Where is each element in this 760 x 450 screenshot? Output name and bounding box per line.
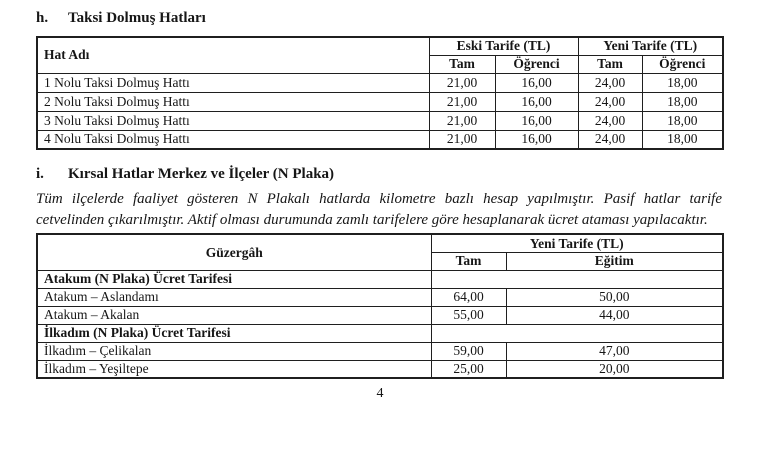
section-i-title: Kırsal Hatlar Merkez ve İlçeler (N Plaka) [68,166,335,182]
section-h-title: Taksi Dolmuş Hatları [68,10,206,26]
fare-value: 24,00 [578,73,642,92]
row-label: İlkadım – Yeşiltepe [37,360,431,378]
fare-value: 16,00 [495,111,578,130]
fare-value: 64,00 [431,288,506,306]
kirsal-hatlar-intro-paragraph: Tüm ilçelerde faaliyet gösteren N Plakalı hatlarda kilometre bazlı hesap yapılmıştır. Pasif hatlar tarife cetvelinden çıkarılmıştır. Aktif olması durumunda zamlı tarifelere göre hesaplanarak ücret ataması yapılacaktır. [36,191,722,228]
fare-value: 47,00 [506,342,723,360]
page-number: 4 [376,386,384,402]
group-header-yeni-tarife: Yeni Tarife (TL) [431,234,723,252]
table-row [37,288,723,306]
fare-value: 18,00 [642,130,723,149]
section-row-label: Atakum (N Plaka) Ücret Tarifesi [37,270,431,288]
row-label: Atakum – Akalan [37,306,431,324]
table-header-row [37,234,723,252]
section-row-label: İlkadım (N Plaka) Ücret Tarifesi [37,324,431,342]
fare-value: 20,00 [506,360,723,378]
empty-cell [431,270,723,288]
col-header-hat-adi: Hat Adı [37,37,429,73]
fare-value: 50,00 [506,288,723,306]
fare-value: 18,00 [642,92,723,111]
fare-value: 25,00 [431,360,506,378]
section-h-heading [36,9,724,27]
row-label: Atakum – Aslandamı [37,288,431,306]
table-header-row [37,37,723,55]
subheader-yeni-ogrenci: Öğrenci [642,55,723,73]
group-header-yeni-tarife: Yeni Tarife (TL) [578,37,723,55]
section-i-label: i. [36,166,44,182]
fare-value: 18,00 [642,73,723,92]
row-label: İlkadım – Çelikalan [37,342,431,360]
row-label: 2 Nolu Taksi Dolmuş Hattı [37,92,429,111]
fare-value: 59,00 [431,342,506,360]
row-label: 4 Nolu Taksi Dolmuş Hattı [37,130,429,149]
subheader-eski-ogrenci: Öğrenci [495,55,578,73]
kirsal-hatlar-tariff-table [36,233,724,379]
fare-value: 24,00 [578,92,642,111]
subheader-eski-tam: Tam [429,55,495,73]
empty-cell [431,324,723,342]
fare-value: 44,00 [506,306,723,324]
row-label: 1 Nolu Taksi Dolmuş Hattı [37,73,429,92]
table-row [37,111,723,130]
table-row [37,342,723,360]
fare-value: 24,00 [578,111,642,130]
section-h-label: h. [36,10,49,26]
fare-value: 21,00 [429,92,495,111]
fare-value: 21,00 [429,130,495,149]
row-label: 3 Nolu Taksi Dolmuş Hattı [37,111,429,130]
subheader-egitim: Eğitim [506,252,723,270]
fare-value: 16,00 [495,92,578,111]
subheader-tam: Tam [431,252,506,270]
fare-value: 24,00 [578,130,642,149]
fare-value: 16,00 [495,130,578,149]
col-header-guzergah: Güzergâh [37,234,431,270]
fare-value: 18,00 [642,111,723,130]
section-row-atakum [37,270,723,288]
table-row [37,360,723,378]
section-i-heading [36,165,724,183]
fare-value: 21,00 [429,111,495,130]
subheader-yeni-tam: Tam [578,55,642,73]
table-row [37,130,723,149]
group-header-eski-tarife: Eski Tarife (TL) [429,37,578,55]
fare-value: 55,00 [431,306,506,324]
taksi-dolmus-tariff-table [36,36,724,150]
table-row [37,306,723,324]
fare-value: 16,00 [495,73,578,92]
section-row-ilkadim [37,324,723,342]
fare-value: 21,00 [429,73,495,92]
table-row [37,92,723,111]
table-row [37,73,723,92]
